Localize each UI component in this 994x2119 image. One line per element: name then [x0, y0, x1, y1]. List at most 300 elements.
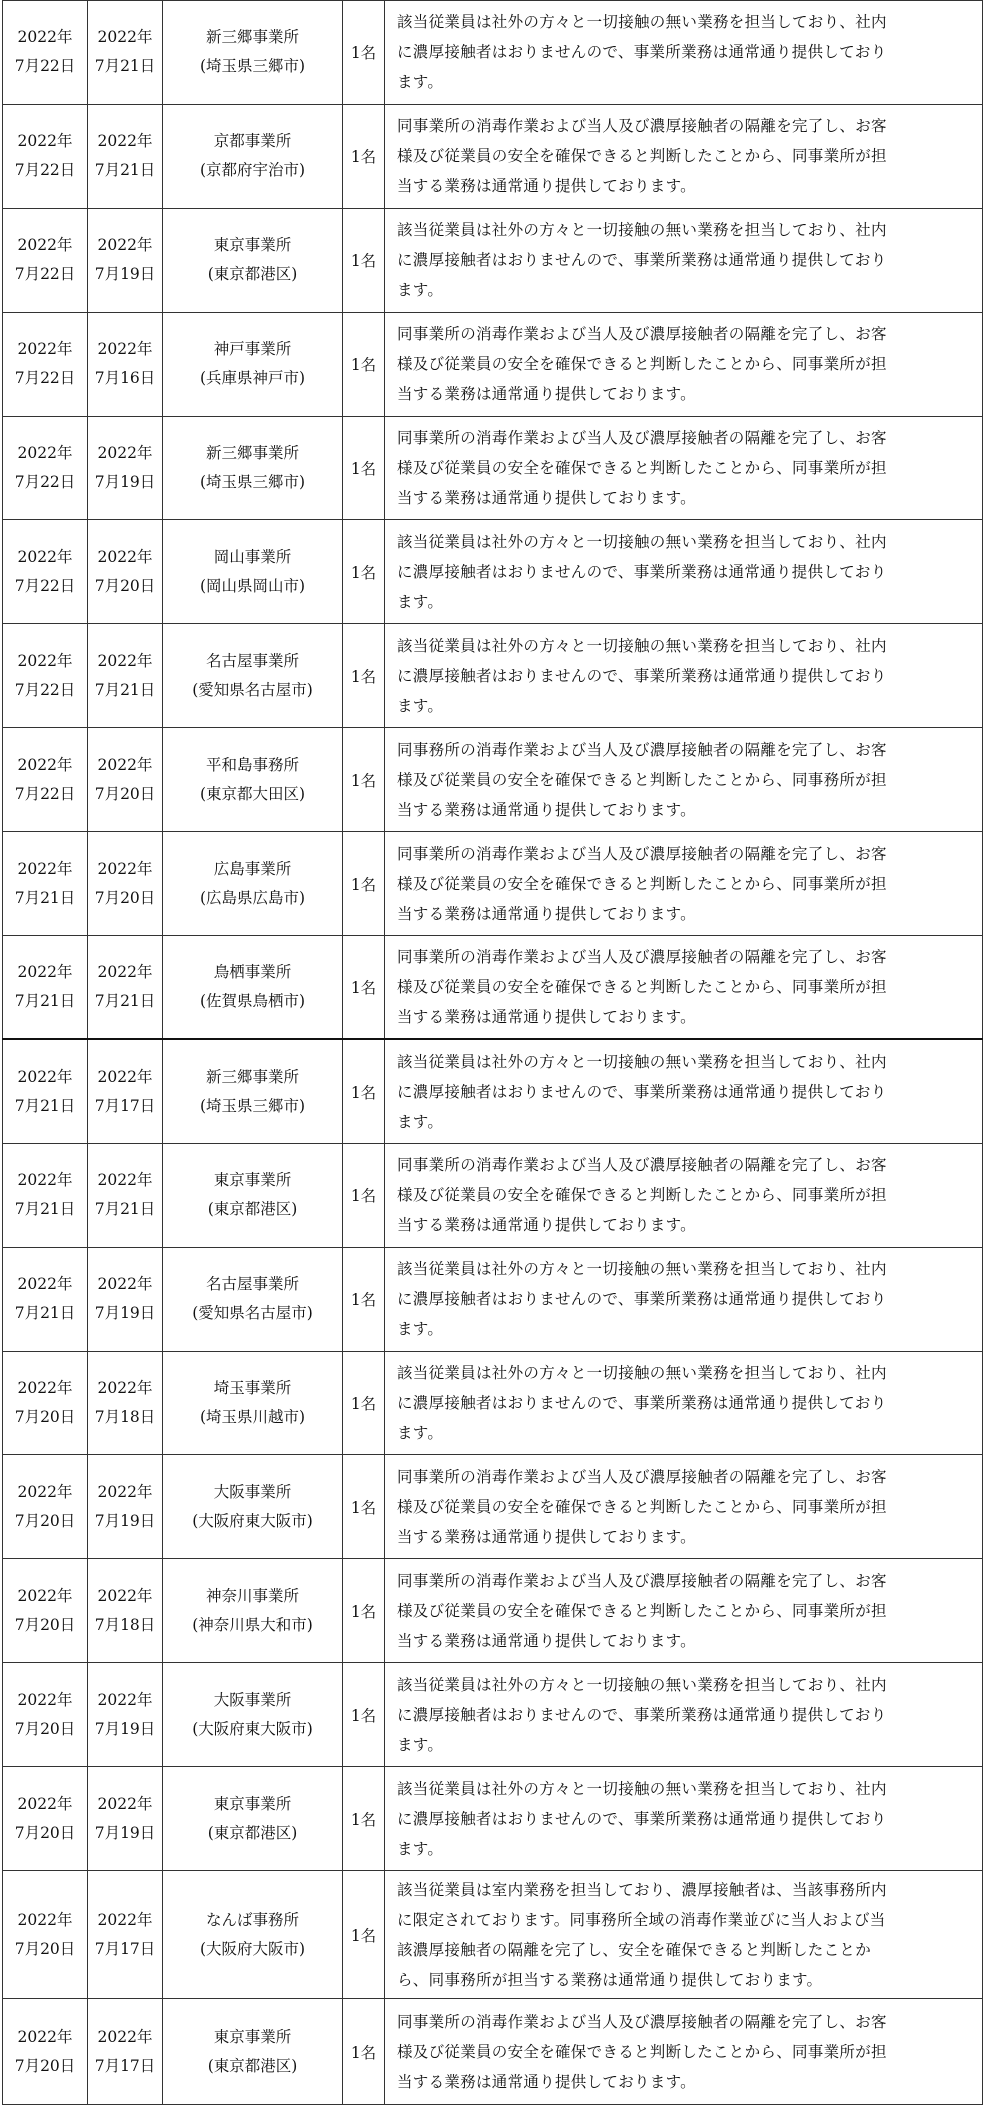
- status-line: 該当従業員は社外の方々と一切接触の無い業務を担当しており、社内: [397, 1052, 887, 1071]
- status-line: 同事業所の消毒作業および当人及び濃厚接触者の隔離を完了し、お客: [397, 429, 887, 447]
- status-cell: [385, 624, 983, 728]
- count-cell: [343, 1999, 385, 2105]
- table-row: [3, 1, 983, 105]
- count-cell: [343, 1455, 385, 1559]
- onset-day: 7月19日: [94, 1304, 156, 1323]
- onset-day: 7月19日: [94, 1511, 156, 1530]
- status-line: 当する業務は通常通り提供しております。: [397, 2072, 696, 2091]
- status-line: 該当従業員は社外の方々と一切接触の無い業務を担当しており、社内: [397, 532, 887, 551]
- onset-year: 2022年: [97, 1379, 153, 1398]
- infected-count: 1名: [350, 44, 377, 63]
- report-day: 7月21日: [14, 1096, 76, 1115]
- status-cell: [385, 728, 983, 832]
- status-cell: [385, 1559, 983, 1663]
- status-line: 様及び従業員の安全を確保できると判断したことから、同事業所が担: [397, 459, 887, 477]
- report-year: 2022年: [17, 1794, 73, 1813]
- site-location: (東京都大田区): [199, 784, 306, 803]
- infection-report-body: [3, 1, 983, 2105]
- status-line: 当する業務は通常通り提供しております。: [397, 1527, 696, 1546]
- site-location: (京都府宇治市): [199, 161, 306, 180]
- infected-count: 1名: [350, 252, 377, 271]
- status-line: 同事業所の消毒作業および当人及び濃厚接触者の隔離を完了し、お客: [397, 1467, 887, 1486]
- status-line: に限定されております。同事務所全域の消毒作業並びに当人および当: [397, 1910, 886, 1929]
- status-line: 同事業所の消毒作業および当人及び濃厚接触者の隔離を完了し、お客: [397, 2012, 887, 2031]
- onset-date-cell: [88, 520, 163, 624]
- count-cell: [343, 1, 385, 105]
- report-date-cell: [3, 1143, 88, 1247]
- count-cell: [343, 1039, 385, 1143]
- report-date-cell: [3, 312, 88, 416]
- site-location: (岡山県岡山市): [199, 576, 306, 595]
- report-day: 7月21日: [14, 1200, 76, 1219]
- status-line: ます。: [397, 281, 444, 300]
- table-row: [3, 1871, 983, 1999]
- status-cell: [385, 1247, 983, 1351]
- onset-day: 7月16日: [94, 369, 156, 388]
- table-row: [3, 1247, 983, 1351]
- site-name: 東京事業所: [213, 2027, 292, 2046]
- report-year: 2022年: [17, 28, 73, 47]
- site-cell: [163, 624, 343, 728]
- report-year: 2022年: [17, 444, 73, 462]
- onset-year: 2022年: [97, 547, 153, 566]
- onset-year: 2022年: [97, 1690, 153, 1709]
- site-location: (埼玉県三郷市): [199, 57, 306, 76]
- report-year: 2022年: [17, 859, 73, 878]
- site-name: 鳥栖事業所: [213, 963, 292, 982]
- table-row: [3, 1351, 983, 1455]
- status-cell: [385, 1143, 983, 1247]
- site-cell: [163, 1143, 343, 1247]
- status-cell: [385, 1039, 983, 1143]
- table-row: [3, 1767, 983, 1871]
- site-location: (埼玉県川越市): [199, 1408, 306, 1427]
- site-cell: [163, 520, 343, 624]
- count-cell: [343, 728, 385, 832]
- onset-day: 7月18日: [94, 1615, 156, 1634]
- count-cell: [343, 416, 385, 520]
- onset-year: 2022年: [97, 1275, 153, 1294]
- report-date-cell: [3, 1039, 88, 1143]
- status-line: に濃厚接触者はおりませんので、事業所業務は通常通り提供しており: [397, 1082, 887, 1101]
- site-name: 新三郷事業所: [205, 444, 299, 462]
- status-line: ます。: [397, 696, 444, 715]
- site-location: (佐賀県鳥栖市): [199, 992, 306, 1011]
- infected-count: 1名: [350, 1083, 377, 1102]
- site-name: 埼玉事業所: [213, 1379, 292, 1398]
- infected-count: 1名: [350, 563, 377, 582]
- site-name: 名古屋事業所: [205, 1275, 299, 1294]
- status-cell: [385, 936, 983, 1040]
- status-line: ます。: [397, 1735, 444, 1754]
- site-location: (東京都港区): [207, 2056, 298, 2075]
- status-cell: [385, 104, 983, 208]
- report-year: 2022年: [17, 1690, 73, 1709]
- onset-date-cell: [88, 1871, 163, 1999]
- status-line: ら、同事務所が担当する業務は通常通り提供しております。: [397, 1970, 823, 1989]
- infected-count: 1名: [350, 1498, 377, 1517]
- table-row: [3, 208, 983, 312]
- site-name: 新三郷事業所: [205, 1067, 299, 1086]
- site-cell: [163, 1559, 343, 1663]
- site-location: (広島県広島市): [199, 888, 306, 907]
- report-year: 2022年: [17, 2027, 73, 2046]
- onset-year: 2022年: [97, 651, 153, 670]
- table-row: [3, 936, 983, 1040]
- status-line: 該当従業員は室内業務を担当しており、濃厚接触者は、当該事務所内: [397, 1880, 887, 1899]
- status-line: 様及び従業員の安全を確保できると判断したことから、同事業所が担: [397, 1601, 887, 1620]
- site-cell: [163, 832, 343, 936]
- site-location: (東京都港区): [207, 1200, 298, 1219]
- status-line: 様及び従業員の安全を確保できると判断したことから、同事業所が担: [397, 978, 887, 997]
- report-day: 7月20日: [14, 1823, 76, 1842]
- onset-day: 7月21日: [94, 57, 156, 76]
- count-cell: [343, 832, 385, 936]
- status-line: ます。: [397, 592, 444, 611]
- report-year: 2022年: [17, 1910, 73, 1929]
- status-line: に濃厚接触者はおりませんので、事業所業務は通常通り提供しており: [397, 1809, 887, 1828]
- report-date-cell: [3, 1663, 88, 1767]
- report-year: 2022年: [17, 1275, 73, 1294]
- site-location: (大阪府大阪市): [199, 1939, 306, 1958]
- report-year: 2022年: [17, 547, 73, 566]
- report-date-cell: [3, 520, 88, 624]
- status-line: 該当従業員は社外の方々と一切接触の無い業務を担当しており、社内: [397, 1260, 887, 1279]
- report-date-cell: [3, 728, 88, 832]
- count-cell: [343, 520, 385, 624]
- site-name: 京都事業所: [213, 132, 292, 151]
- infected-count: 1名: [350, 148, 377, 167]
- site-cell: [163, 1, 343, 105]
- status-line: 当する業務は通常通り提供しております。: [397, 177, 696, 196]
- status-line: 該当従業員は社外の方々と一切接触の無い業務を担当しており、社内: [397, 221, 887, 240]
- report-year: 2022年: [17, 963, 73, 982]
- site-cell: [163, 416, 343, 520]
- status-line: 該当従業員は社外の方々と一切接触の無い業務を担当しており、社内: [397, 1364, 887, 1383]
- site-location: (東京都港区): [207, 1823, 298, 1842]
- report-year: 2022年: [17, 651, 73, 670]
- status-cell: [385, 416, 983, 520]
- status-line: 様及び従業員の安全を確保できると判断したことから、同事業所が担: [397, 355, 887, 374]
- infected-count: 1名: [350, 460, 377, 478]
- count-cell: [343, 1143, 385, 1247]
- report-year: 2022年: [17, 755, 73, 774]
- status-line: 同事業所の消毒作業および当人及び濃厚接触者の隔離を完了し、お客: [397, 117, 887, 136]
- count-cell: [343, 1559, 385, 1663]
- count-cell: [343, 104, 385, 208]
- report-date-cell: [3, 624, 88, 728]
- table-row: [3, 1039, 983, 1143]
- site-name: 神戸事業所: [213, 340, 292, 359]
- onset-year: 2022年: [97, 340, 153, 359]
- report-day: 7月21日: [14, 1304, 76, 1323]
- onset-year: 2022年: [97, 1910, 153, 1929]
- count-cell: [343, 1871, 385, 1999]
- onset-year: 2022年: [97, 236, 153, 255]
- onset-date-cell: [88, 1247, 163, 1351]
- status-line: 様及び従業員の安全を確保できると判断したことから、同事業所が担: [397, 1497, 887, 1516]
- table-row: [3, 1143, 983, 1247]
- report-day: 7月20日: [14, 1511, 76, 1530]
- count-cell: [343, 1767, 385, 1871]
- status-line: 様及び従業員の安全を確保できると判断したことから、同事務所が担: [397, 770, 887, 789]
- onset-day: 7月19日: [94, 265, 156, 284]
- infected-count: 1名: [350, 1926, 377, 1945]
- table-row: [3, 624, 983, 728]
- site-cell: [163, 1351, 343, 1455]
- status-line: 当する業務は通常通り提供しております。: [397, 489, 696, 507]
- site-name: 東京事業所: [213, 1794, 292, 1813]
- status-line: 同事業所の消毒作業および当人及び濃厚接触者の隔離を完了し、お客: [397, 948, 887, 967]
- report-date-cell: [3, 208, 88, 312]
- site-cell: [163, 312, 343, 416]
- onset-year: 2022年: [97, 859, 153, 878]
- report-day: 7月22日: [14, 369, 76, 388]
- count-cell: [343, 1247, 385, 1351]
- status-line: 当する業務は通常通り提供しております。: [397, 1631, 696, 1650]
- onset-day: 7月21日: [94, 161, 156, 180]
- site-name: 平和島事務所: [205, 755, 299, 774]
- table-row: [3, 832, 983, 936]
- status-cell: [385, 520, 983, 624]
- report-day: 7月20日: [14, 2056, 76, 2075]
- infected-count: 1名: [350, 1810, 377, 1829]
- status-cell: [385, 208, 983, 312]
- site-cell: [163, 1039, 343, 1143]
- infected-count: 1名: [350, 979, 377, 998]
- onset-day: 7月17日: [94, 1939, 156, 1958]
- status-line: に濃厚接触者はおりませんので、事業所業務は通常通り提供しており: [397, 666, 887, 685]
- onset-year: 2022年: [97, 755, 153, 774]
- status-line: 該当従業員は社外の方々と一切接触の無い業務を担当しており、社内: [397, 1675, 887, 1694]
- report-day: 7月22日: [14, 576, 76, 595]
- onset-date-cell: [88, 1143, 163, 1247]
- site-name: 岡山事業所: [213, 547, 292, 566]
- site-name: 広島事業所: [213, 859, 292, 878]
- site-cell: [163, 104, 343, 208]
- status-cell: [385, 1663, 983, 1767]
- site-location: (大阪府東大阪市): [192, 1511, 313, 1530]
- table-row: [3, 312, 983, 416]
- report-date-cell: [3, 1559, 88, 1663]
- status-line: 当する業務は通常通り提供しております。: [397, 1216, 696, 1235]
- site-location: (愛知県名古屋市): [192, 680, 313, 699]
- onset-date-cell: [88, 1999, 163, 2105]
- onset-date-cell: [88, 1455, 163, 1559]
- infected-count: 1名: [350, 875, 377, 894]
- status-line: ます。: [397, 1320, 444, 1339]
- onset-day: 7月20日: [94, 576, 156, 595]
- onset-date-cell: [88, 1351, 163, 1455]
- count-cell: [343, 624, 385, 728]
- infected-count: 1名: [350, 667, 377, 686]
- count-cell: [343, 936, 385, 1040]
- onset-day: 7月17日: [94, 2056, 156, 2075]
- report-day: 7月21日: [14, 992, 76, 1011]
- report-day: 7月20日: [14, 1615, 76, 1634]
- status-cell: [385, 1351, 983, 1455]
- status-line: 同事業所の消毒作業および当人及び濃厚接触者の隔離を完了し、お客: [397, 325, 887, 344]
- status-line: ます。: [397, 1112, 444, 1131]
- report-year: 2022年: [17, 236, 73, 255]
- onset-day: 7月20日: [94, 888, 156, 907]
- report-date-cell: [3, 1351, 88, 1455]
- report-date-cell: [3, 1455, 88, 1559]
- onset-day: 7月20日: [94, 784, 156, 803]
- status-line: に濃厚接触者はおりませんので、事業所業務は通常通り提供しており: [397, 43, 887, 62]
- status-line: に濃厚接触者はおりませんので、事業所業務は通常通り提供しており: [397, 1290, 887, 1309]
- site-name: 大阪事業所: [213, 1482, 292, 1501]
- status-line: 様及び従業員の安全を確保できると判断したことから、同事業所が担: [397, 1186, 887, 1205]
- site-cell: [163, 1999, 343, 2105]
- onset-day: 7月19日: [94, 1719, 156, 1738]
- onset-day: 7月21日: [94, 992, 156, 1011]
- table-row: [3, 728, 983, 832]
- site-name: 神奈川事業所: [205, 1586, 299, 1605]
- status-cell: [385, 832, 983, 936]
- status-cell: [385, 1999, 983, 2105]
- onset-date-cell: [88, 1, 163, 105]
- site-location: (埼玉県三郷市): [199, 1096, 306, 1115]
- site-cell: [163, 1455, 343, 1559]
- infected-count: 1名: [350, 1187, 377, 1206]
- table-row: [3, 1999, 983, 2105]
- report-date-cell: [3, 1871, 88, 1999]
- count-cell: [343, 208, 385, 312]
- status-line: 同事業所の消毒作業および当人及び濃厚接触者の隔離を完了し、お客: [397, 1571, 887, 1590]
- status-line: 当する業務は通常通り提供しております。: [397, 385, 696, 404]
- onset-year: 2022年: [97, 963, 153, 982]
- status-line: 様及び従業員の安全を確保できると判断したことから、同事業所が担: [397, 147, 887, 166]
- onset-day: 7月18日: [94, 1408, 156, 1427]
- infected-count: 1名: [350, 356, 377, 375]
- status-line: 同事務所の消毒作業および当人及び濃厚接触者の隔離を完了し、お客: [397, 740, 887, 759]
- report-date-cell: [3, 936, 88, 1040]
- onset-year: 2022年: [97, 1171, 153, 1190]
- site-name: なんば事務所: [205, 1910, 299, 1929]
- onset-year: 2022年: [97, 1794, 153, 1813]
- onset-date-cell: [88, 936, 163, 1040]
- onset-year: 2022年: [97, 28, 153, 47]
- status-line: 該当従業員は社外の方々と一切接触の無い業務を担当しており、社内: [397, 13, 887, 32]
- onset-day: 7月21日: [94, 680, 156, 699]
- report-year: 2022年: [17, 1067, 73, 1086]
- table-row: [3, 416, 983, 520]
- status-cell: [385, 1767, 983, 1871]
- status-line: に濃厚接触者はおりませんので、事業所業務は通常通り提供しており: [397, 1394, 887, 1413]
- site-cell: [163, 1871, 343, 1999]
- report-year: 2022年: [17, 1171, 73, 1190]
- table-row: [3, 104, 983, 208]
- site-location: (大阪府東大阪市): [192, 1719, 313, 1738]
- status-cell: [385, 1455, 983, 1559]
- report-day: 7月22日: [14, 784, 76, 803]
- infected-count: 1名: [350, 1602, 377, 1621]
- site-location: (神奈川県大和市): [192, 1615, 313, 1634]
- report-year: 2022年: [17, 340, 73, 359]
- table-row: [3, 1559, 983, 1663]
- onset-date-cell: [88, 1039, 163, 1143]
- report-day: 7月22日: [14, 57, 76, 76]
- status-line: 当する業務は通常通り提供しております。: [397, 1008, 696, 1027]
- report-day: 7月20日: [14, 1939, 76, 1958]
- report-date-cell: [3, 1767, 88, 1871]
- onset-date-cell: [88, 728, 163, 832]
- onset-day: 7月17日: [94, 1096, 156, 1115]
- site-name: 東京事業所: [213, 1171, 292, 1190]
- onset-date-cell: [88, 104, 163, 208]
- onset-date-cell: [88, 208, 163, 312]
- status-line: に濃厚接触者はおりませんので、事業所業務は通常通り提供しており: [397, 562, 887, 581]
- site-cell: [163, 208, 343, 312]
- site-location: (愛知県名古屋市): [192, 1304, 313, 1323]
- report-day: 7月22日: [14, 265, 76, 284]
- site-cell: [163, 1767, 343, 1871]
- onset-date-cell: [88, 416, 163, 520]
- report-date-cell: [3, 1247, 88, 1351]
- onset-year: 2022年: [97, 1586, 153, 1605]
- report-day: 7月20日: [14, 1408, 76, 1427]
- infection-report-table: [2, 0, 983, 2105]
- status-cell: [385, 312, 983, 416]
- status-line: に濃厚接触者はおりませんので、事業所業務は通常通り提供しており: [397, 1705, 887, 1724]
- report-date-cell: [3, 416, 88, 520]
- infected-count: 1名: [350, 1395, 377, 1414]
- onset-day: 7月19日: [94, 1823, 156, 1842]
- site-cell: [163, 1663, 343, 1767]
- onset-day: 7月21日: [94, 1200, 156, 1219]
- site-cell: [163, 728, 343, 832]
- status-line: ます。: [397, 1424, 444, 1443]
- site-cell: [163, 1247, 343, 1351]
- report-year: 2022年: [17, 132, 73, 151]
- status-line: 当する業務は通常通り提供しております。: [397, 904, 696, 923]
- table-row: [3, 520, 983, 624]
- infected-count: 1名: [350, 1706, 377, 1725]
- count-cell: [343, 1663, 385, 1767]
- status-line: 様及び従業員の安全を確保できると判断したことから、同事業所が担: [397, 874, 887, 893]
- report-date-cell: [3, 1, 88, 105]
- onset-date-cell: [88, 1663, 163, 1767]
- onset-year: 2022年: [97, 2027, 153, 2046]
- table-row: [3, 1455, 983, 1559]
- status-line: ます。: [397, 73, 444, 92]
- site-name: 大阪事業所: [213, 1690, 292, 1709]
- count-cell: [343, 1351, 385, 1455]
- onset-year: 2022年: [97, 444, 153, 462]
- infected-count: 1名: [350, 2043, 377, 2062]
- site-location: (兵庫県神戸市): [199, 369, 306, 388]
- site-cell: [163, 936, 343, 1040]
- site-name: 東京事業所: [213, 236, 292, 255]
- infected-count: 1名: [350, 1291, 377, 1310]
- onset-date-cell: [88, 1767, 163, 1871]
- status-cell: [385, 1871, 983, 1999]
- site-location: (東京都港区): [207, 265, 298, 284]
- report-date-cell: [3, 832, 88, 936]
- status-line: 該当従業員は社外の方々と一切接触の無い業務を担当しており、社内: [397, 1779, 887, 1798]
- status-line: に濃厚接触者はおりませんので、事業所業務は通常通り提供しており: [397, 251, 887, 270]
- onset-date-cell: [88, 624, 163, 728]
- infected-count: 1名: [350, 771, 377, 790]
- status-line: 同事業所の消毒作業および当人及び濃厚接触者の隔離を完了し、お客: [397, 1156, 887, 1175]
- report-year: 2022年: [17, 1379, 73, 1398]
- site-name: 名古屋事業所: [205, 651, 299, 670]
- count-cell: [343, 312, 385, 416]
- status-line: ます。: [397, 1839, 444, 1858]
- onset-year: 2022年: [97, 132, 153, 151]
- site-name: 新三郷事業所: [205, 28, 299, 47]
